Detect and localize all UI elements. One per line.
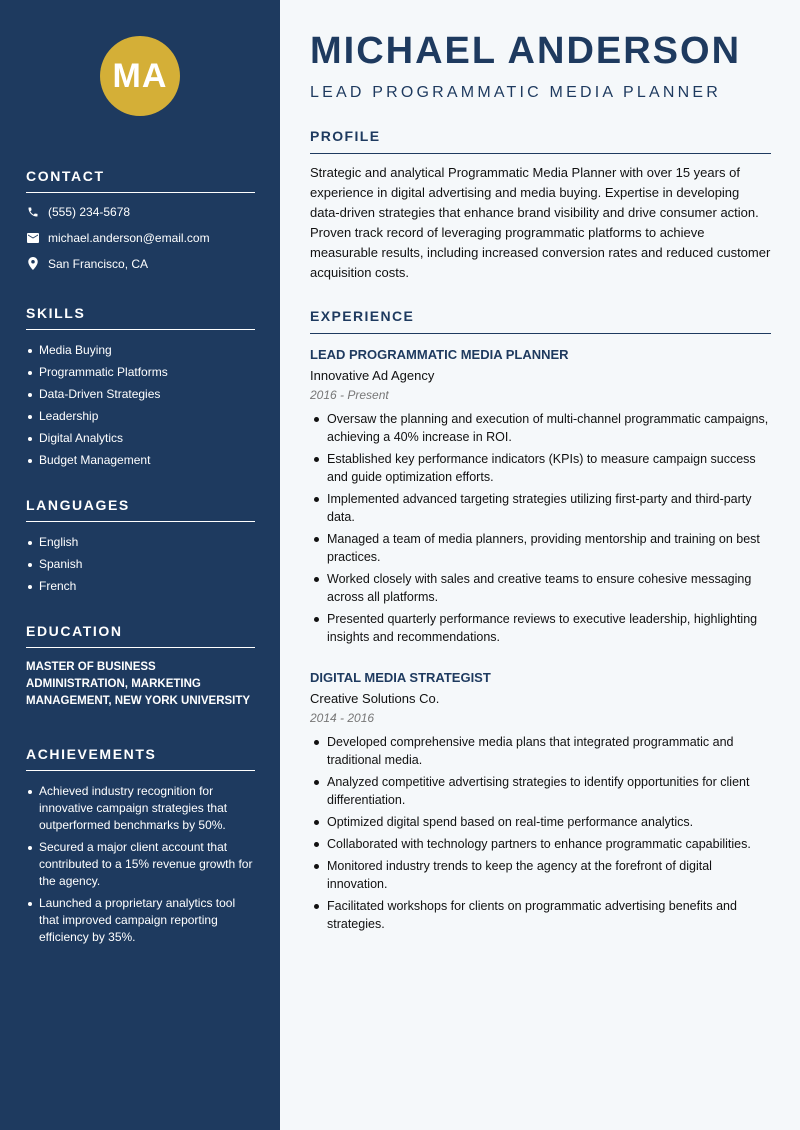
job-bullet: Presented quarterly performance reviews to executive leadership, highlighting insights and recommendations. <box>310 610 771 646</box>
skills-heading: SKILLS <box>26 305 255 330</box>
job-bullet: Collaborated with technology partners to enhance programmatic capabilities. <box>310 835 771 853</box>
job-bullet: Developed comprehensive media plans that integrated programmatic and traditional media. <box>310 733 771 769</box>
education-heading: EDUCATION <box>26 623 255 648</box>
education-text: MASTER OF BUSINESS ADMINISTRATION, MARKETING MANAGEMENT, NEW YORK UNIVERSITY <box>26 661 251 707</box>
skill-item: Leadership <box>26 408 255 425</box>
job-bullets <box>310 733 771 933</box>
skills-list <box>26 342 255 469</box>
skill-item: Data-Driven Strategies <box>26 386 255 403</box>
profile-heading: PROFILE <box>310 128 771 154</box>
skill-item: Media Buying <box>26 342 255 359</box>
job-entry <box>310 670 771 937</box>
languages-list <box>26 534 255 595</box>
achievements-section <box>26 746 255 951</box>
profile-text: Strategic and analytical Programmatic Media Planner with over 15 years of experience in digital advertising and media buying. Expertise in developing data-driven strategies that enhance brand visibility and drive consumer action. Proven track record of leveraging programmatic platforms to achieve measurable results, including increased conversion rates and reduced customer acquisition costs. <box>310 165 771 280</box>
job-bullet: Oversaw the planning and execution of multi-channel programmatic campaigns, achieving a 40% increase in ROI. <box>310 410 771 446</box>
job-bullet: Monitored industry trends to keep the agency at the forefront of digital innovation. <box>310 857 771 893</box>
job-entry <box>310 347 771 650</box>
phone-text[interactable]: (555) 234-5678 <box>48 204 131 219</box>
avatar: MA <box>100 36 180 116</box>
job-bullet: Facilitated workshops for clients on programmatic advertising benefits and strategies. <box>310 897 771 933</box>
language-item: Spanish <box>26 556 255 573</box>
language-item: English <box>26 534 255 551</box>
job-company: Creative Solutions Co. <box>310 691 440 706</box>
map-pin-icon <box>26 257 40 271</box>
contact-phone <box>26 205 255 218</box>
job-dates: 2014 - 2016 <box>310 711 375 725</box>
achievement-item: Launched a proprietary analytics tool that improved campaign reporting efficiency by 35%. <box>26 895 255 946</box>
education-section <box>26 623 255 710</box>
languages-heading: LANGUAGES <box>26 497 255 522</box>
phone-icon <box>26 205 40 219</box>
job-title: DIGITAL MEDIA STRATEGIST <box>310 670 491 685</box>
job-bullets <box>310 410 771 646</box>
job-company: Innovative Ad Agency <box>310 368 435 383</box>
achievements-heading: ACHIEVEMENTS <box>26 746 255 771</box>
contact-heading: CONTACT <box>26 168 255 193</box>
achievements-list <box>26 783 255 946</box>
skills-section <box>26 305 255 474</box>
candidate-name: MICHAEL ANDERSON <box>310 30 742 72</box>
contact-location <box>26 257 255 270</box>
skill-item: Programmatic Platforms <box>26 364 255 381</box>
languages-section <box>26 497 255 600</box>
job-bullet: Implemented advanced targeting strategies utilizing first-party and third-party data. <box>310 490 771 526</box>
location-text: San Francisco, CA <box>48 256 149 271</box>
job-bullet: Worked closely with sales and creative teams to ensure cohesive messaging across all platforms. <box>310 570 771 606</box>
job-bullet: Optimized digital spend based on real-time performance analytics. <box>310 813 771 831</box>
job-bullet: Analyzed competitive advertising strategies to identify opportunities for client differentiation. <box>310 773 771 809</box>
candidate-title: LEAD PROGRAMMATIC MEDIA PLANNER <box>310 84 721 101</box>
achievement-item: Secured a major client account that contributed to a 15% revenue growth for the agency. <box>26 839 255 890</box>
achievement-item: Achieved industry recognition for innovative campaign strategies that outperformed benchmarks by 50%. <box>26 783 255 834</box>
contact-email <box>26 231 255 244</box>
job-bullet: Established key performance indicators (KPIs) to measure campaign success and guide optimization efforts. <box>310 450 771 486</box>
language-item: French <box>26 578 255 595</box>
experience-heading: EXPERIENCE <box>310 308 771 334</box>
email-text[interactable]: michael.anderson@email.com <box>48 230 210 245</box>
skill-item: Budget Management <box>26 452 255 469</box>
skill-item: Digital Analytics <box>26 430 255 447</box>
job-title: LEAD PROGRAMMATIC MEDIA PLANNER <box>310 347 569 362</box>
envelope-icon <box>26 231 40 245</box>
sidebar <box>0 0 280 1130</box>
job-dates: 2016 - Present <box>310 388 389 402</box>
job-bullet: Managed a team of media planners, providing mentorship and training on best practices. <box>310 530 771 566</box>
contact-section <box>26 168 255 270</box>
